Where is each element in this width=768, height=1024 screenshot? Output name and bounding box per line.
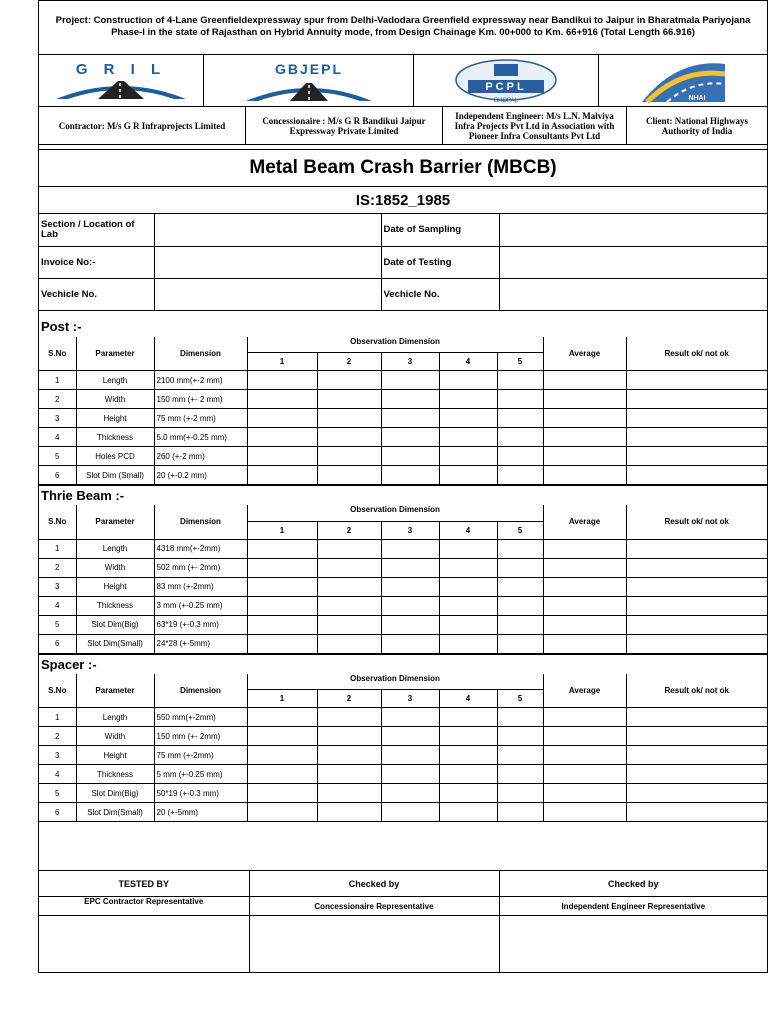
post-section-title: Post :- bbox=[41, 318, 82, 334]
observation-field[interactable] bbox=[439, 784, 497, 803]
observation-field[interactable] bbox=[497, 746, 543, 765]
observation-field[interactable] bbox=[439, 409, 497, 428]
observation-field[interactable] bbox=[317, 447, 381, 466]
observation-field[interactable] bbox=[247, 539, 317, 558]
table-row bbox=[39, 765, 767, 784]
result-field[interactable] bbox=[626, 765, 767, 784]
observation-header: Observation Dimension bbox=[247, 337, 543, 353]
observation-field[interactable] bbox=[381, 784, 439, 803]
row-parameter: Height bbox=[76, 746, 154, 765]
section-location-label: Section / Location of Lab bbox=[39, 214, 154, 246]
parameter-header: Parameter bbox=[76, 674, 154, 708]
invoice-label: Invoice No:- bbox=[39, 246, 154, 278]
table-row bbox=[39, 390, 767, 409]
gril-logo-text: G R I L bbox=[75, 60, 167, 78]
row-sno: 5 bbox=[39, 784, 76, 803]
table-row bbox=[39, 708, 767, 727]
observation-field[interactable] bbox=[317, 784, 381, 803]
engineer-representative-label: Independent Engineer Representative bbox=[499, 897, 767, 916]
pcpl-logo bbox=[414, 55, 599, 106]
observation-field[interactable] bbox=[381, 765, 439, 784]
result-field[interactable] bbox=[626, 596, 767, 615]
row-parameter: Slot Dim(Small) bbox=[76, 803, 154, 822]
observation-field[interactable] bbox=[247, 765, 317, 784]
observation-field[interactable] bbox=[381, 727, 439, 746]
average-field[interactable] bbox=[543, 390, 626, 409]
nhai-logo bbox=[599, 55, 765, 106]
invoice-field[interactable] bbox=[154, 246, 381, 278]
observation-field[interactable] bbox=[497, 409, 543, 428]
client-cell: Client: National Highways Authority of India bbox=[645, 115, 748, 136]
observation-field[interactable] bbox=[439, 615, 497, 634]
observation-field[interactable] bbox=[317, 428, 381, 447]
observation-col-1: 1 bbox=[247, 353, 317, 371]
average-field[interactable] bbox=[543, 428, 626, 447]
row-sno: 1 bbox=[39, 539, 76, 558]
result-field[interactable] bbox=[626, 727, 767, 746]
observation-field[interactable] bbox=[497, 558, 543, 577]
result-field[interactable] bbox=[626, 466, 767, 485]
row-dimension: 150 mm (+- 2mm) bbox=[154, 727, 247, 746]
parameter-header: Parameter bbox=[76, 505, 154, 539]
average-field[interactable] bbox=[543, 708, 626, 727]
date-sampling-label: Date of Sampling bbox=[381, 214, 499, 246]
average-field[interactable] bbox=[543, 409, 626, 428]
observation-field[interactable] bbox=[247, 708, 317, 727]
average-field[interactable] bbox=[543, 558, 626, 577]
observation-field[interactable] bbox=[247, 577, 317, 596]
nhai-logo-text: NHAI bbox=[688, 94, 706, 102]
table-row bbox=[39, 615, 767, 634]
page-title: Metal Beam Crash Barrier (MBCB) bbox=[39, 149, 767, 187]
row-sno: 4 bbox=[39, 765, 76, 784]
observation-col-4: 4 bbox=[439, 521, 497, 539]
row-dimension: 24*28 (+-5mm) bbox=[154, 634, 247, 653]
gbjepl-logo-text: GBJEPL bbox=[274, 60, 343, 77]
observation-field[interactable] bbox=[317, 371, 381, 390]
table-row bbox=[39, 746, 767, 765]
observation-field[interactable] bbox=[247, 784, 317, 803]
observation-field[interactable] bbox=[381, 447, 439, 466]
observation-field[interactable] bbox=[439, 577, 497, 596]
row-parameter: Thickness bbox=[76, 428, 154, 447]
row-parameter: Slot Dim(Big) bbox=[76, 784, 154, 803]
observation-field[interactable] bbox=[247, 390, 317, 409]
table-row bbox=[39, 447, 767, 466]
gbjepl-logo bbox=[204, 55, 414, 106]
observation-field[interactable] bbox=[439, 447, 497, 466]
row-dimension: 5.0 mm(+-0.25 mm) bbox=[154, 428, 247, 447]
observation-field[interactable] bbox=[497, 784, 543, 803]
observation-field[interactable] bbox=[439, 634, 497, 653]
table-row bbox=[39, 539, 767, 558]
result-field[interactable] bbox=[626, 746, 767, 765]
row-sno: 6 bbox=[39, 466, 76, 485]
average-field[interactable] bbox=[543, 447, 626, 466]
concessionaire-signature-field[interactable] bbox=[249, 916, 499, 973]
thrie-section-title: Thrie Beam :- bbox=[39, 485, 767, 505]
standard-code: IS:1852_1985 bbox=[39, 187, 767, 214]
concessionaire-representative-label: Concessionaire Representative bbox=[249, 897, 499, 916]
observation-field[interactable] bbox=[317, 615, 381, 634]
date-sampling-field[interactable] bbox=[499, 214, 767, 246]
observation-field[interactable] bbox=[317, 577, 381, 596]
dimension-header: Dimension bbox=[154, 505, 247, 539]
vehicle-label-right: Vechicle No. bbox=[381, 278, 499, 310]
observation-field[interactable] bbox=[439, 390, 497, 409]
row-dimension: 20 (+-0.2 mm) bbox=[154, 466, 247, 485]
observation-col-2: 2 bbox=[317, 521, 381, 539]
average-field[interactable] bbox=[543, 784, 626, 803]
observation-col-1: 1 bbox=[247, 690, 317, 708]
concessionaire-cell: Concessionaire : M/s G R Bandikui Jaipur Expressway Private Limited bbox=[246, 107, 443, 144]
observation-field[interactable] bbox=[497, 428, 543, 447]
tested-by-label: TESTED BY bbox=[39, 871, 249, 897]
row-sno: 2 bbox=[39, 727, 76, 746]
pcpl-logo-text: PCPL bbox=[485, 80, 527, 93]
observation-header: Observation Dimension bbox=[247, 505, 543, 521]
observation-col-5: 5 bbox=[497, 690, 543, 708]
result-field[interactable] bbox=[626, 615, 767, 634]
row-dimension: 50*19 (+-0.3 mm) bbox=[154, 784, 247, 803]
result-header: Result ok/ not ok bbox=[626, 674, 767, 708]
observation-field[interactable] bbox=[497, 390, 543, 409]
row-sno: 6 bbox=[39, 803, 76, 822]
row-parameter: Length bbox=[76, 371, 154, 390]
table-row bbox=[39, 558, 767, 577]
row-dimension: 260 (+-2 mm) bbox=[154, 447, 247, 466]
observation-col-5: 5 bbox=[497, 521, 543, 539]
checked-by-label-1: Checked by bbox=[249, 871, 499, 897]
average-field[interactable] bbox=[543, 596, 626, 615]
result-field[interactable] bbox=[626, 428, 767, 447]
row-parameter: Thickness bbox=[76, 596, 154, 615]
row-parameter: Holes PCD bbox=[76, 447, 154, 466]
observation-field[interactable] bbox=[247, 466, 317, 485]
gril-logo bbox=[39, 55, 204, 106]
engineer-cell: Independent Engineer: M/s L.N. Malviya Infra Projects Pvt Ltd in Association with Pioneer Infra Consultants Pvt Ltd bbox=[443, 107, 627, 144]
engineer-signature-field[interactable] bbox=[499, 916, 767, 973]
average-header: Average bbox=[543, 674, 626, 708]
observation-field[interactable] bbox=[381, 746, 439, 765]
result-field[interactable] bbox=[626, 634, 767, 653]
result-field[interactable] bbox=[626, 539, 767, 558]
observation-field[interactable] bbox=[247, 447, 317, 466]
row-dimension: 502 mm (+- 2mm) bbox=[154, 558, 247, 577]
observation-col-3: 3 bbox=[381, 521, 439, 539]
table-row bbox=[39, 596, 767, 615]
result-field[interactable] bbox=[626, 447, 767, 466]
table-row bbox=[39, 577, 767, 596]
observation-field[interactable] bbox=[439, 746, 497, 765]
observation-field[interactable] bbox=[439, 428, 497, 447]
average-field[interactable] bbox=[543, 746, 626, 765]
result-field[interactable] bbox=[626, 409, 767, 428]
observation-field[interactable] bbox=[497, 447, 543, 466]
vehicle-field-left[interactable] bbox=[154, 278, 381, 310]
observation-header: Observation Dimension bbox=[247, 674, 543, 690]
epc-signature-field[interactable] bbox=[39, 916, 249, 973]
observation-field[interactable] bbox=[381, 577, 439, 596]
row-sno: 2 bbox=[39, 558, 76, 577]
observation-field[interactable] bbox=[497, 634, 543, 653]
observation-field[interactable] bbox=[497, 577, 543, 596]
row-sno: 6 bbox=[39, 634, 76, 653]
observation-field[interactable] bbox=[497, 708, 543, 727]
observation-field[interactable] bbox=[247, 634, 317, 653]
average-header: Average bbox=[543, 337, 626, 371]
observation-field[interactable] bbox=[381, 409, 439, 428]
average-field[interactable] bbox=[543, 765, 626, 784]
spacer-table-holder bbox=[39, 674, 767, 823]
observation-field[interactable] bbox=[439, 708, 497, 727]
row-dimension: 2100 mm(+-2 mm) bbox=[154, 371, 247, 390]
observation-field[interactable] bbox=[247, 803, 317, 822]
observation-field[interactable] bbox=[247, 727, 317, 746]
average-header: Average bbox=[543, 505, 626, 539]
observation-field[interactable] bbox=[497, 596, 543, 615]
sno-header: S.No bbox=[39, 674, 76, 708]
row-parameter: Length bbox=[76, 539, 154, 558]
signature-table bbox=[39, 870, 767, 973]
row-sno: 5 bbox=[39, 615, 76, 634]
table-row bbox=[39, 727, 767, 746]
observation-field[interactable] bbox=[247, 746, 317, 765]
row-parameter: Slot Dim(Small) bbox=[76, 634, 154, 653]
parties-row bbox=[39, 107, 767, 145]
observation-field[interactable] bbox=[381, 539, 439, 558]
observation-field[interactable] bbox=[317, 803, 381, 822]
row-sno: 3 bbox=[39, 746, 76, 765]
row-dimension: 550 mm(+-2mm) bbox=[154, 708, 247, 727]
observation-col-5: 5 bbox=[497, 353, 543, 371]
row-parameter: Height bbox=[76, 409, 154, 428]
observation-field[interactable] bbox=[497, 539, 543, 558]
average-field[interactable] bbox=[543, 803, 626, 822]
observation-col-4: 4 bbox=[439, 353, 497, 371]
row-parameter: Width bbox=[76, 390, 154, 409]
row-sno: 2 bbox=[39, 390, 76, 409]
result-field[interactable] bbox=[626, 558, 767, 577]
table-row bbox=[39, 803, 767, 822]
vehicle-label-left: Vechicle No. bbox=[39, 278, 154, 310]
observation-field[interactable] bbox=[317, 539, 381, 558]
observation-field[interactable] bbox=[247, 409, 317, 428]
average-field[interactable] bbox=[543, 371, 626, 390]
section-location-field[interactable] bbox=[154, 214, 381, 246]
observation-field[interactable] bbox=[317, 634, 381, 653]
sno-header: S.No bbox=[39, 505, 76, 539]
result-field[interactable] bbox=[626, 803, 767, 822]
observation-col-2: 2 bbox=[317, 353, 381, 371]
row-dimension: 75 mm (+-2mm) bbox=[154, 746, 247, 765]
post-parameter-table bbox=[39, 337, 767, 486]
row-parameter: Width bbox=[76, 727, 154, 746]
result-field[interactable] bbox=[626, 784, 767, 803]
observation-field[interactable] bbox=[439, 596, 497, 615]
observation-field[interactable] bbox=[497, 803, 543, 822]
row-parameter: Width bbox=[76, 558, 154, 577]
table-row bbox=[39, 466, 767, 485]
thrie-parameter-table bbox=[39, 505, 767, 654]
row-sno: 3 bbox=[39, 409, 76, 428]
row-sno: 4 bbox=[39, 428, 76, 447]
table-row bbox=[39, 409, 767, 428]
dimension-header: Dimension bbox=[154, 337, 247, 371]
row-sno: 5 bbox=[39, 447, 76, 466]
row-dimension: 3 mm (+-0.25 mm) bbox=[154, 596, 247, 615]
row-parameter: Height bbox=[76, 577, 154, 596]
row-sno: 1 bbox=[39, 371, 76, 390]
observation-field[interactable] bbox=[381, 615, 439, 634]
observation-field[interactable] bbox=[247, 428, 317, 447]
observation-field[interactable] bbox=[317, 727, 381, 746]
row-parameter: Slot Dim (Small) bbox=[76, 466, 154, 485]
project-description: Project: Construction of 4-Lane Greenfieldexpressway spur from Delhi-Vadodara Greenfield expressway near Bandikui to Jaipur in Bharatmala Pariyojana Phase-I in the state of Rajasthan on Hybrid Annuity mode, from Design Chainage Km. 00+000 to Km. 66+916 (Total Length 66.916) bbox=[39, 0, 767, 55]
observation-field[interactable] bbox=[317, 765, 381, 784]
remarks-area[interactable] bbox=[39, 822, 767, 870]
date-testing-field[interactable] bbox=[499, 246, 767, 278]
result-field[interactable] bbox=[626, 708, 767, 727]
observation-field[interactable] bbox=[247, 615, 317, 634]
logo-row bbox=[39, 55, 767, 107]
observation-field[interactable] bbox=[439, 727, 497, 746]
observation-field[interactable] bbox=[317, 708, 381, 727]
observation-field[interactable] bbox=[439, 466, 497, 485]
row-parameter: Thickness bbox=[76, 765, 154, 784]
observation-field[interactable] bbox=[381, 466, 439, 485]
observation-col-3: 3 bbox=[381, 690, 439, 708]
observation-field[interactable] bbox=[381, 558, 439, 577]
observation-field[interactable] bbox=[381, 428, 439, 447]
spacer-section-title: Spacer :- bbox=[39, 654, 767, 674]
observation-field[interactable] bbox=[381, 708, 439, 727]
observation-field[interactable] bbox=[317, 466, 381, 485]
observation-field[interactable] bbox=[439, 539, 497, 558]
observation-field[interactable] bbox=[381, 634, 439, 653]
date-testing-label: Date of Testing bbox=[381, 246, 499, 278]
table-row bbox=[39, 428, 767, 447]
row-dimension: 75 mm (+-2 mm) bbox=[154, 409, 247, 428]
observation-field[interactable] bbox=[497, 466, 543, 485]
row-dimension: 20 (+-5mm) bbox=[154, 803, 247, 822]
row-sno: 3 bbox=[39, 577, 76, 596]
row-dimension: 63*19 (+-0.3 mm) bbox=[154, 615, 247, 634]
table-row bbox=[39, 634, 767, 653]
row-dimension: 83 mm (+-2mm) bbox=[154, 577, 247, 596]
row-sno: 1 bbox=[39, 708, 76, 727]
row-dimension: 4318 mm(+-2mm) bbox=[154, 539, 247, 558]
table-row bbox=[39, 784, 767, 803]
observation-col-3: 3 bbox=[381, 353, 439, 371]
thrie-table-holder bbox=[39, 505, 767, 654]
observation-field[interactable] bbox=[497, 615, 543, 634]
row-dimension: 150 mm (+- 2 mm) bbox=[154, 390, 247, 409]
dimension-header: Dimension bbox=[154, 674, 247, 708]
observation-field[interactable] bbox=[317, 409, 381, 428]
observation-field[interactable] bbox=[381, 390, 439, 409]
result-field[interactable] bbox=[626, 371, 767, 390]
observation-field[interactable] bbox=[439, 765, 497, 784]
observation-field[interactable] bbox=[439, 803, 497, 822]
table-row bbox=[39, 371, 767, 390]
observation-field[interactable] bbox=[247, 558, 317, 577]
row-dimension: 5 mm (+-0.25 mm) bbox=[154, 765, 247, 784]
checked-by-label-2: Checked by bbox=[499, 871, 767, 897]
average-field[interactable] bbox=[543, 539, 626, 558]
observation-field[interactable] bbox=[497, 727, 543, 746]
result-field[interactable] bbox=[626, 390, 767, 409]
observation-col-1: 1 bbox=[247, 521, 317, 539]
observation-field[interactable] bbox=[317, 558, 381, 577]
pcpl-logo-subtext: BHOPAL bbox=[494, 97, 518, 104]
observation-col-2: 2 bbox=[317, 690, 381, 708]
observation-field[interactable] bbox=[497, 371, 543, 390]
row-parameter: Slot Dim(Big) bbox=[76, 615, 154, 634]
sno-header: S.No bbox=[39, 337, 76, 371]
epc-representative-label: EPC Contractor Representative bbox=[39, 897, 249, 916]
average-field[interactable] bbox=[543, 634, 626, 653]
contractor-cell: Contractor: M/s G R Infraprojects Limited bbox=[39, 107, 246, 144]
parameter-header: Parameter bbox=[76, 337, 154, 371]
observation-field[interactable] bbox=[381, 803, 439, 822]
observation-field[interactable] bbox=[317, 746, 381, 765]
post-table-holder bbox=[39, 337, 767, 486]
observation-field[interactable] bbox=[381, 371, 439, 390]
observation-field[interactable] bbox=[317, 596, 381, 615]
average-field[interactable] bbox=[543, 727, 626, 746]
average-field[interactable] bbox=[543, 615, 626, 634]
observation-field[interactable] bbox=[439, 371, 497, 390]
row-sno: 4 bbox=[39, 596, 76, 615]
average-field[interactable] bbox=[543, 466, 626, 485]
observation-field[interactable] bbox=[317, 390, 381, 409]
test-form bbox=[38, 0, 768, 973]
row-parameter: Length bbox=[76, 708, 154, 727]
vehicle-field-right[interactable] bbox=[499, 278, 767, 310]
result-field[interactable] bbox=[626, 577, 767, 596]
result-header: Result ok/ not ok bbox=[626, 337, 767, 371]
observation-field[interactable] bbox=[247, 596, 317, 615]
observation-field[interactable] bbox=[381, 596, 439, 615]
sample-info-table bbox=[39, 214, 767, 311]
observation-col-4: 4 bbox=[439, 690, 497, 708]
average-field[interactable] bbox=[543, 577, 626, 596]
result-header: Result ok/ not ok bbox=[626, 505, 767, 539]
observation-field[interactable] bbox=[497, 765, 543, 784]
spacer-parameter-table bbox=[39, 674, 767, 823]
observation-field[interactable] bbox=[439, 558, 497, 577]
observation-field[interactable] bbox=[247, 371, 317, 390]
